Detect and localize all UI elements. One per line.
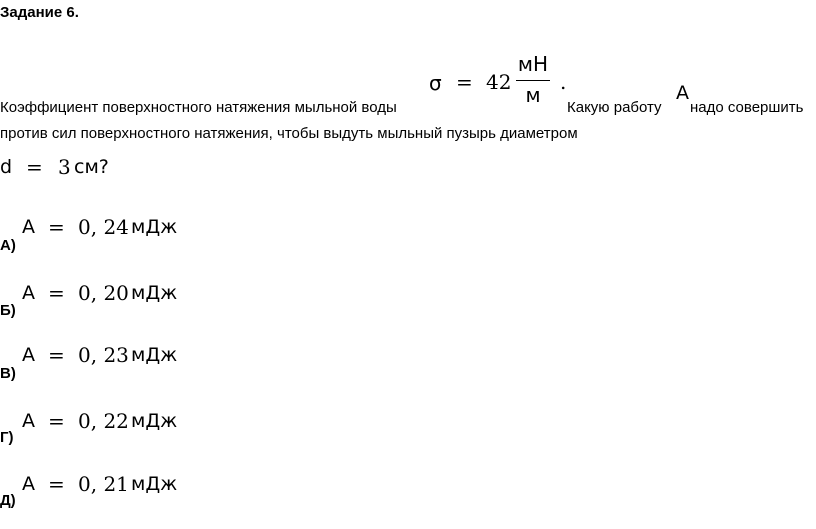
option-b-value: 0, 20 [78,281,129,305]
option-e-value: 0, 21 [78,472,129,496]
unit-fraction [512,52,554,107]
option-c-value: 0, 23 [78,343,129,367]
task-text-2: Какую работу [567,99,662,116]
option-a-equals: = [48,215,65,239]
sigma-value: 42 [486,70,512,94]
sigma-equals: = [456,70,473,94]
option-d-letter[interactable]: Г) [0,429,14,446]
option-a-symbol: A [22,216,35,238]
task-text-1: Коэффициент поверхностного натяжения мыльной воды [0,99,397,116]
option-a-value: 0, 24 [78,215,129,239]
d-unit: см? [74,156,109,178]
unit-numerator: мН [517,52,549,76]
option-d-value: 0, 22 [78,409,129,433]
option-c-unit: мДж [131,344,178,366]
option-d-symbol: A [22,410,35,432]
d-equals: = [26,155,43,179]
option-d-unit: мДж [131,410,178,432]
option-b-equals: = [48,281,65,305]
option-c-symbol: A [22,344,35,366]
option-b-letter[interactable]: Б) [0,302,16,319]
unit-denominator: м [525,83,541,107]
task-title: Задание 6. [0,4,79,21]
option-a-letter[interactable]: А) [0,237,16,254]
option-a-unit: мДж [131,216,178,238]
d-value: 3 [58,155,71,179]
option-e-letter[interactable]: Д) [0,492,16,509]
task-text-3: надо совершить [690,99,804,116]
option-b-unit: мДж [131,282,178,304]
option-e-equals: = [48,472,65,496]
fraction-bar [516,80,550,81]
option-e-symbol: A [22,473,35,495]
sigma-period: . [560,70,567,94]
work-symbol: A [676,82,689,104]
d-symbol: d [0,156,13,178]
option-e-unit: мДж [131,473,178,495]
option-c-equals: = [48,343,65,367]
option-b-symbol: A [22,282,35,304]
option-c-letter[interactable]: В) [0,365,16,382]
task-text-4: против сил поверхностного натяжения, чтобы выдуть мыльный пузырь диаметром [0,125,578,142]
option-d-equals: = [48,409,65,433]
sigma-symbol: σ [429,71,442,95]
